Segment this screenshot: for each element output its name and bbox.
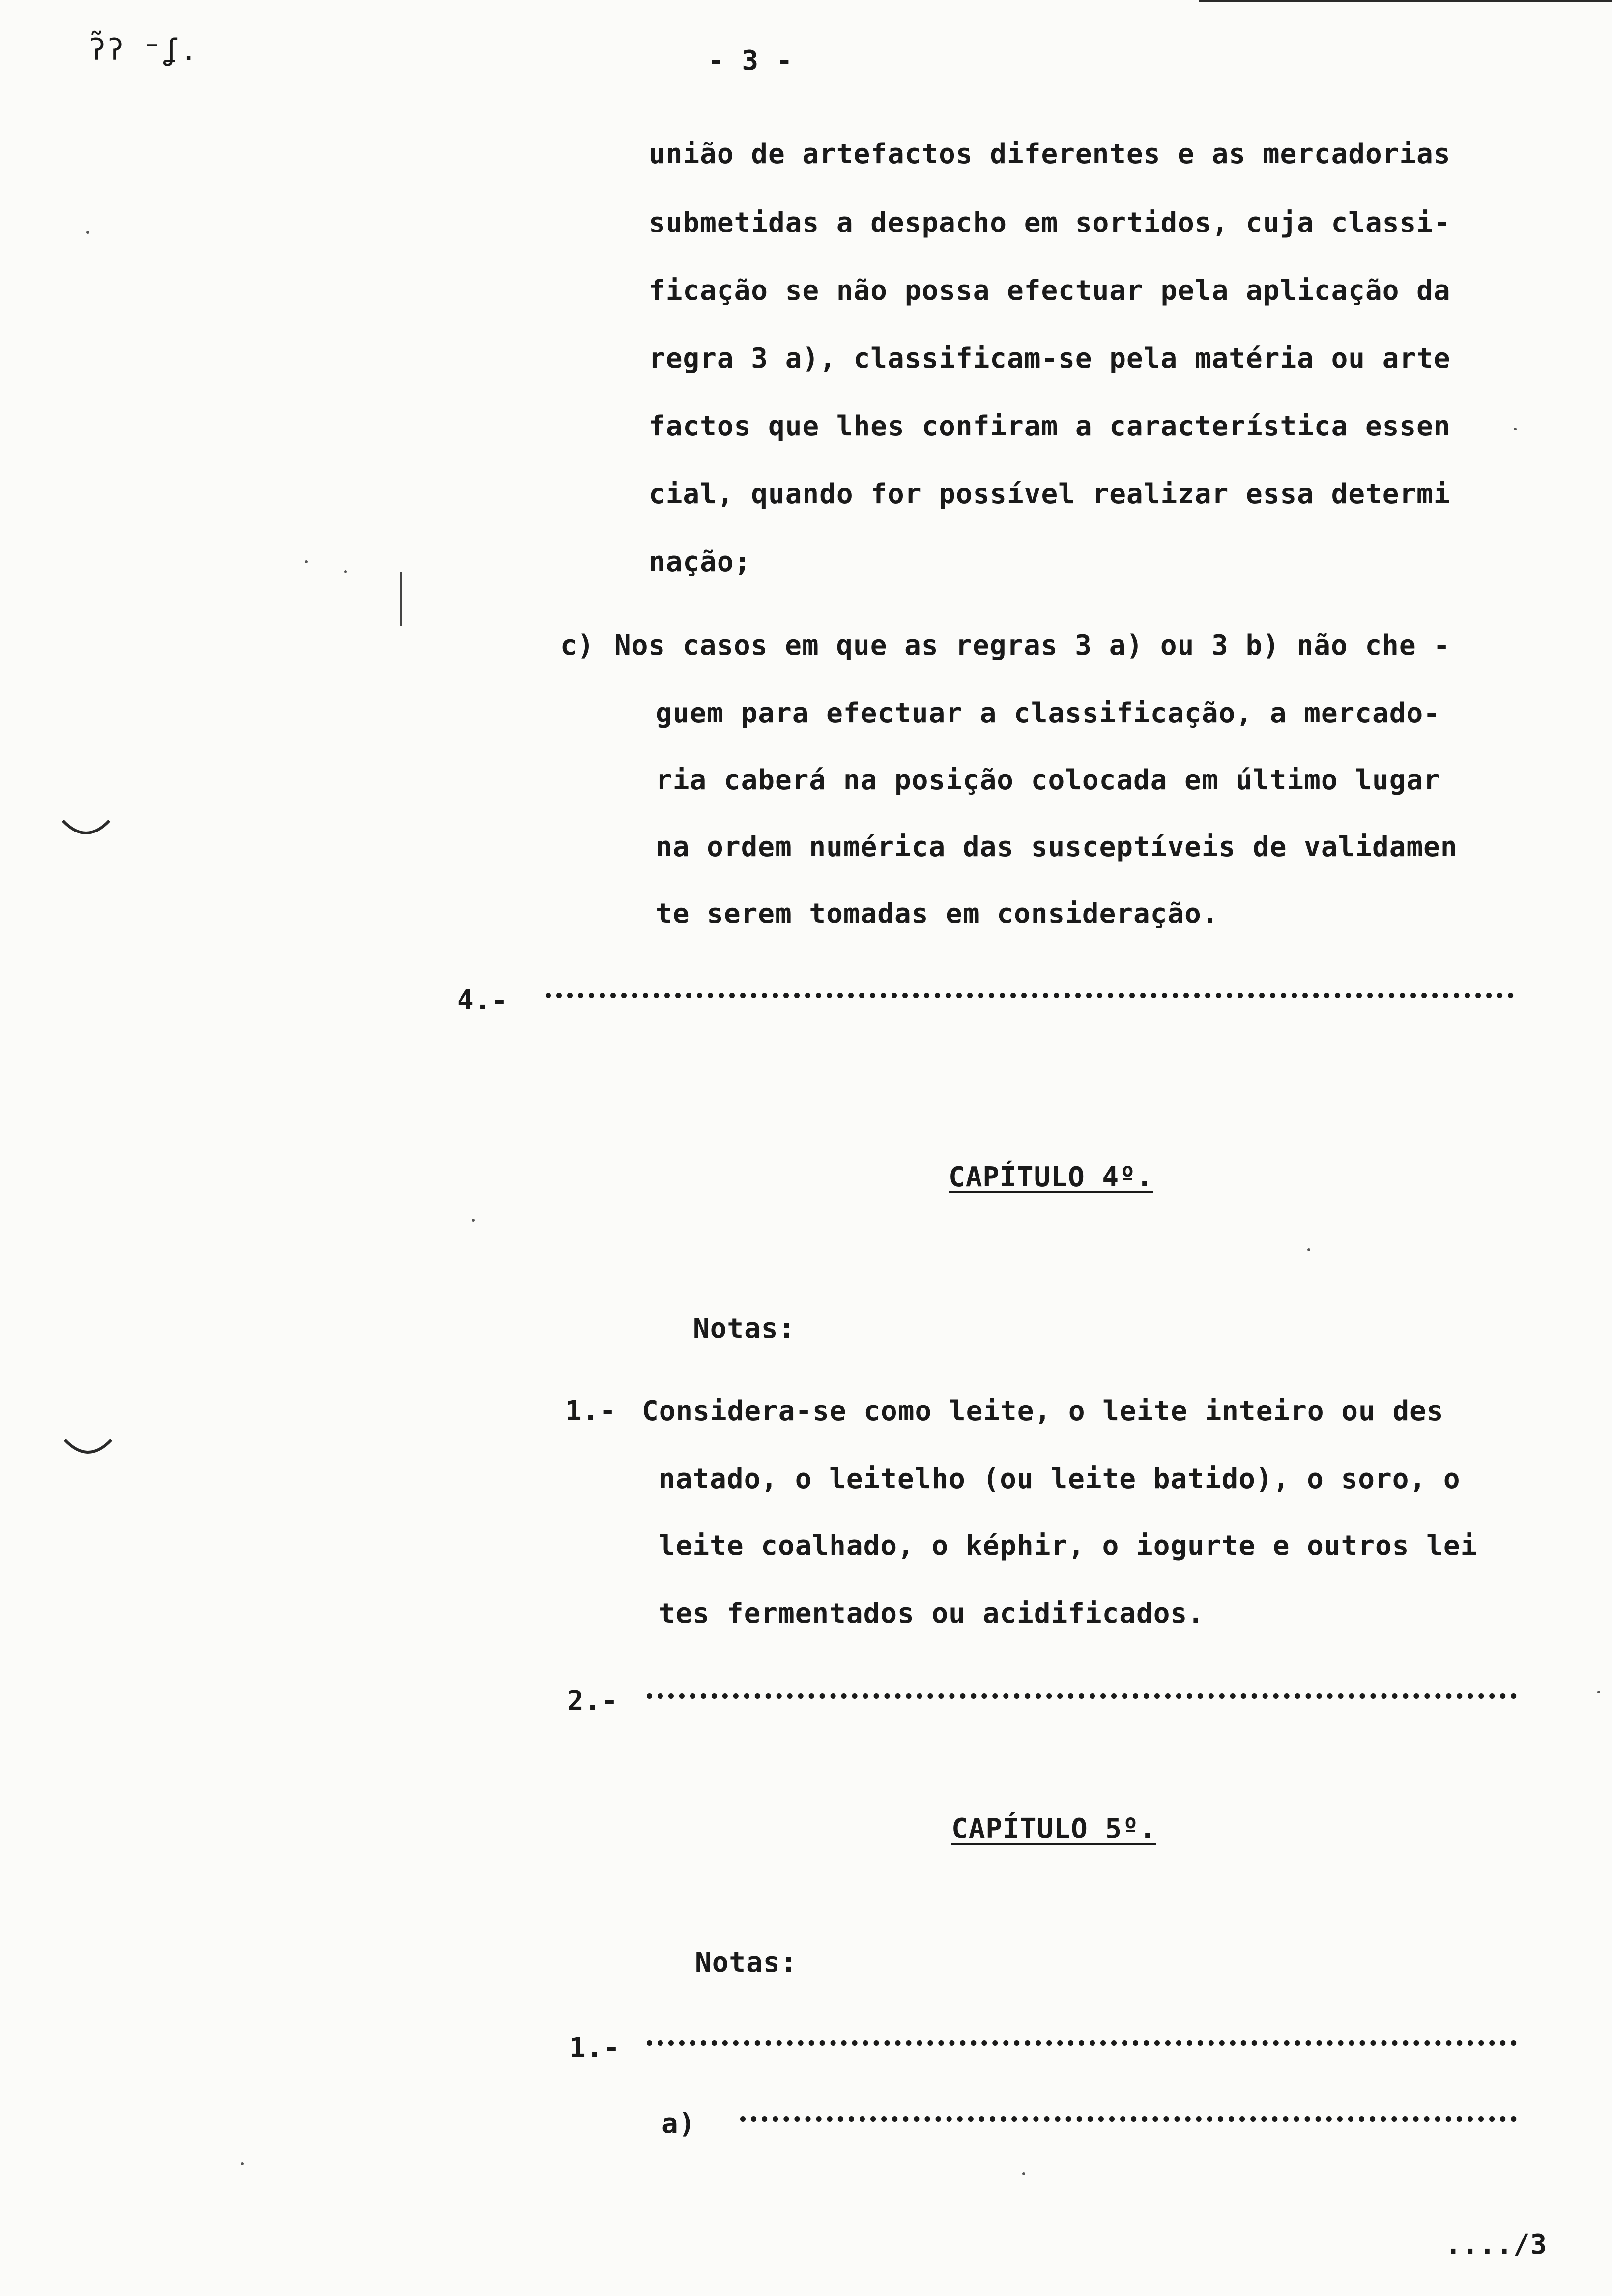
margin-scratch [400,572,402,626]
chapter-5-title: CAPÍTULO 5º. [951,1813,1156,1845]
corner-handwritten-mark: ʔ̃ʔ ⁻ʆ. [88,33,198,67]
chapter-5-note-1-label: 1.- [569,2032,621,2064]
scan-speck [344,570,347,573]
paragraph-b-line: união de artefactos diferentes e as mercadorias [649,138,1451,170]
scan-speck [1022,2172,1025,2175]
item-4-label: 4.- [457,984,509,1016]
paragraph-b-line: nação; [649,546,751,578]
chapter-4-note-1-line: leite coalhado, o képhir, o iogurte e outros lei [659,1530,1478,1562]
chapter-4-note-1-line: natado, o leitelho (ou leite batido), o soro, o [659,1463,1461,1495]
binder-hole-arc-icon [61,1435,115,1464]
chapter-4-title: CAPÍTULO 4º. [949,1161,1153,1193]
paragraph-c-label: c) [560,630,595,661]
scan-speck [86,231,89,234]
top-edge-line [1199,0,1612,2]
paragraph-b-line: regra 3 a), classificam-se pela matéria ou arte [649,343,1451,374]
paragraph-b-line: ficação se não possa efectuar pela aplicação da [649,275,1451,307]
scan-speck [472,1219,475,1222]
chapter-4-note-1-line: Considera-se como leite, o leite inteiro ou des [642,1395,1444,1427]
chapter-4-note-1-line: tes fermentados ou acidificados. [659,1598,1205,1630]
paragraph-b-line: factos que lhes confiram a característica essen [649,410,1451,442]
paragraph-c-line: ria caberá na posição colocada em último lugar [656,764,1440,796]
chapter-4-note-2-dotted-leader [647,1693,1517,1699]
continuation-mark: ..../3 [1445,2229,1548,2261]
chapter-4-note-2-label: 2.- [567,1685,619,1717]
chapter-4-note-1-label: 1.- [565,1395,617,1427]
chapter-5-note-1-dotted-leader [647,2040,1517,2046]
paragraph-b-line: submetidas a despacho em sortidos, cuja classi- [649,207,1451,239]
paragraph-c-line: guem para efectuar a classificação, a mercado- [656,697,1440,729]
paragraph-c-line: Nos casos em que as regras 3 a) ou 3 b) não che - [614,630,1451,661]
chapter-5-sub-a-label: a) [662,2108,696,2140]
page-number: - 3 - [708,45,793,77]
chapter-4-notes-label: Notas: [693,1313,796,1345]
scan-speck [241,2162,244,2165]
paragraph-c-line: te serem tomadas em consideração. [656,898,1219,930]
scan-speck [1597,1691,1600,1693]
scan-speck [1307,1248,1310,1251]
binder-hole-arc-icon [59,816,113,845]
scan-speck [305,560,308,563]
scan-speck [1514,428,1517,430]
paragraph-c-line: na ordem numérica das susceptíveis de validamen [656,831,1458,863]
item-4-dotted-leader [546,993,1514,998]
paragraph-b-line: cial, quando for possível realizar essa determi [649,478,1451,510]
chapter-5-sub-a-dotted-leader [740,2116,1517,2122]
chapter-5-notes-label: Notas: [695,1947,798,1979]
